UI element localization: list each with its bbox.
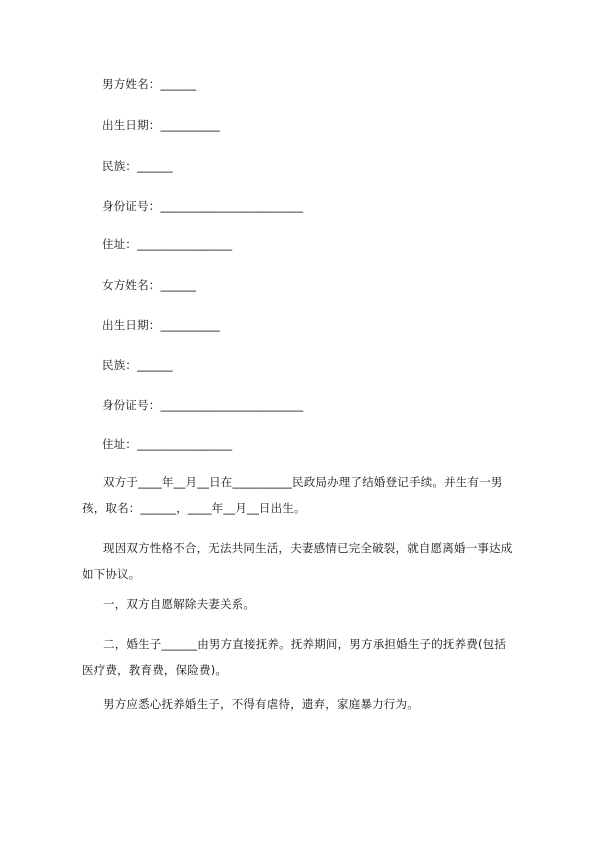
- husband-name-field: 男方姓名：______: [102, 77, 197, 91]
- paragraph-line: 如下协议。: [82, 567, 141, 581]
- paragraph-line: 医疗费，教育费，保险费)。: [82, 663, 228, 677]
- wife-name-field: 女方姓名：______: [102, 278, 197, 292]
- marriage-registration-paragraph: [82, 469, 522, 521]
- clause-one-paragraph: [82, 591, 522, 617]
- husband-ethnicity-field: 民族：______: [102, 159, 173, 173]
- wife-id-number-field: 身份证号：________________________: [102, 398, 304, 412]
- paragraph-line: 一，双方自愿解除夫妻关系。: [103, 597, 256, 611]
- paragraph-line: 孩，取名：______，____年__月__日出生。: [82, 501, 306, 515]
- paragraph-line: 男方应悉心抚养婚生子，不得有虐待，遗弃，家庭暴力行为。: [103, 697, 419, 711]
- child-care-paragraph: [82, 691, 522, 717]
- wife-ethnicity-field: 民族：______: [102, 358, 173, 372]
- husband-address-field: 住址：________________: [102, 237, 233, 251]
- husband-birthdate-field: 出生日期：__________: [102, 118, 220, 132]
- wife-address-field: 住址：________________: [102, 437, 233, 451]
- divorce-reason-paragraph: [82, 535, 522, 587]
- paragraph-line: 二，婚生子______由男方直接抚养。抚养期间，男方承担婚生子的抚养费(包括: [103, 637, 507, 651]
- husband-id-number-field: 身份证号：________________________: [102, 199, 304, 213]
- clause-two-paragraph: [82, 631, 522, 683]
- wife-birthdate-field: 出生日期：__________: [102, 318, 220, 332]
- paragraph-line: 现因双方性格不合，无法共同生活，夫妻感情已完全破裂，就自愿离婚一事达成: [103, 541, 513, 555]
- paragraph-line: 双方于____年__月__日在__________民政局办理了结婚登记手续。并生有一男: [103, 475, 503, 489]
